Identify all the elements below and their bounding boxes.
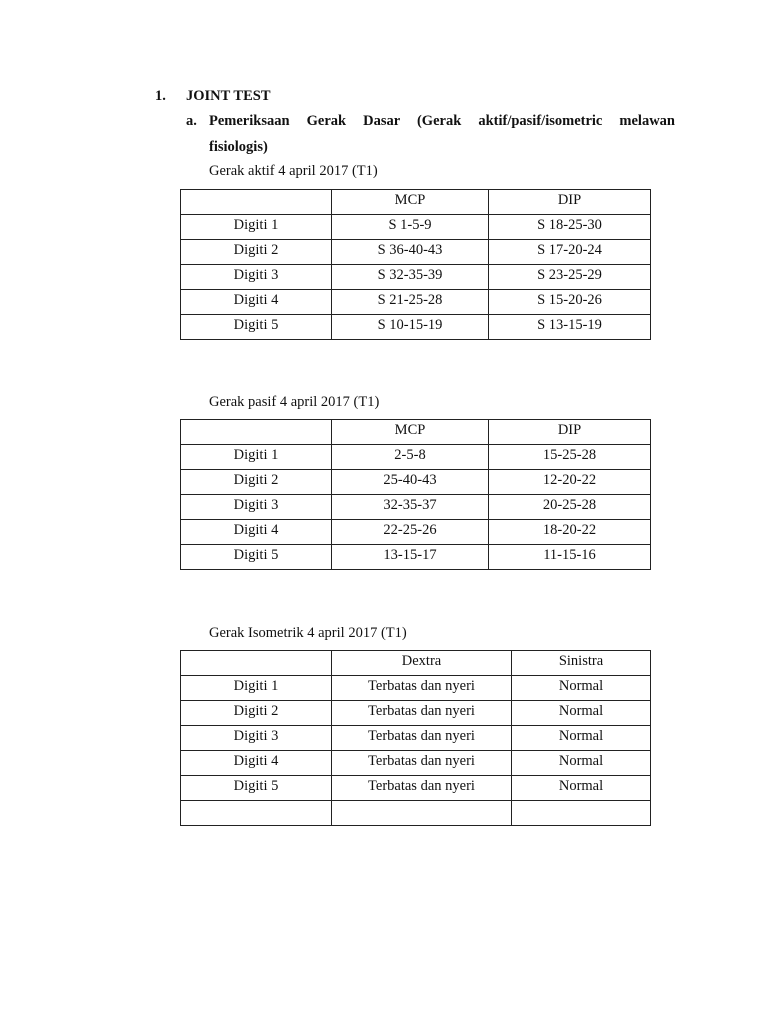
header-cell: MCP <box>332 420 489 445</box>
row-label: Digiti 2 <box>181 240 332 265</box>
table-cell: 13-15-17 <box>332 545 489 570</box>
heading-title: JOINT TEST <box>186 88 271 104</box>
table-row <box>181 445 651 470</box>
table-row <box>181 726 651 751</box>
row-label: Digiti 3 <box>181 726 332 751</box>
row-label: Digiti 4 <box>181 751 332 776</box>
table-row <box>181 470 651 495</box>
table-cell: S 18-25-30 <box>489 215 651 240</box>
table-row <box>181 215 651 240</box>
table-gerak-pasif <box>180 419 651 570</box>
header-cell: Sinistra <box>512 651 651 676</box>
table-cell: Terbatas dan nyeri <box>332 701 512 726</box>
header-cell <box>181 420 332 445</box>
table-cell: S 21-25-28 <box>332 290 489 315</box>
row-label: Digiti 2 <box>181 701 332 726</box>
table-cell: Terbatas dan nyeri <box>332 776 512 801</box>
header-cell: DIP <box>489 420 651 445</box>
table-cell <box>512 801 651 826</box>
row-label: Digiti 5 <box>181 315 332 340</box>
table-cell: S 10-15-19 <box>332 315 489 340</box>
table-row <box>181 290 651 315</box>
table-cell: Terbatas dan nyeri <box>332 751 512 776</box>
table-cell: S 13-15-19 <box>489 315 651 340</box>
header-cell <box>181 651 332 676</box>
header-cell: Dextra <box>332 651 512 676</box>
table-header-row <box>181 190 651 215</box>
table-row <box>181 495 651 520</box>
table-row <box>181 265 651 290</box>
header-cell: DIP <box>489 190 651 215</box>
table-cell: Normal <box>512 751 651 776</box>
table-cell: Terbatas dan nyeri <box>332 726 512 751</box>
table-cell: Normal <box>512 726 651 751</box>
subheading-line-1: Pemeriksaan Gerak Dasar (Gerak aktif/pasif/isometric melawan <box>209 113 675 129</box>
table-header-row <box>181 420 651 445</box>
table-gerak-aktif <box>180 189 651 340</box>
row-label: Digiti 5 <box>181 776 332 801</box>
row-label: Digiti 3 <box>181 495 332 520</box>
table-cell: Normal <box>512 701 651 726</box>
header-cell <box>181 190 332 215</box>
table-row <box>181 701 651 726</box>
section-title-aktif: Gerak aktif 4 april 2017 (T1) <box>209 163 378 179</box>
table-cell: 2-5-8 <box>332 445 489 470</box>
row-label: Digiti 1 <box>181 215 332 240</box>
table-row <box>181 315 651 340</box>
table-cell: S 36-40-43 <box>332 240 489 265</box>
table-cell: 15-25-28 <box>489 445 651 470</box>
table-header-row <box>181 651 651 676</box>
table-cell: 32-35-37 <box>332 495 489 520</box>
table-row <box>181 240 651 265</box>
table-cell: 12-20-22 <box>489 470 651 495</box>
row-label: Digiti 1 <box>181 676 332 701</box>
table-cell: Normal <box>512 776 651 801</box>
section-title-pasif: Gerak pasif 4 april 2017 (T1) <box>209 394 380 410</box>
subheading-line-2: fisiologis) <box>209 139 268 155</box>
table-cell: 20-25-28 <box>489 495 651 520</box>
table-cell: 22-25-26 <box>332 520 489 545</box>
table-cell: 11-15-16 <box>489 545 651 570</box>
table-cell: S 15-20-26 <box>489 290 651 315</box>
table-cell: S 17-20-24 <box>489 240 651 265</box>
table-cell: S 23-25-29 <box>489 265 651 290</box>
row-label <box>181 801 332 826</box>
table-row <box>181 520 651 545</box>
table-row <box>181 751 651 776</box>
table-cell: Normal <box>512 676 651 701</box>
table-row <box>181 545 651 570</box>
table-row-empty <box>181 801 651 826</box>
row-label: Digiti 3 <box>181 265 332 290</box>
table-cell: S 1-5-9 <box>332 215 489 240</box>
table-gerak-isometrik <box>180 650 651 826</box>
subheading-letter: a. <box>186 113 197 129</box>
table-row <box>181 676 651 701</box>
row-label: Digiti 5 <box>181 545 332 570</box>
table-cell <box>332 801 512 826</box>
section-title-isometrik: Gerak Isometrik 4 april 2017 (T1) <box>209 625 407 641</box>
table-cell: Terbatas dan nyeri <box>332 676 512 701</box>
heading-number: 1. <box>155 88 166 104</box>
row-label: Digiti 1 <box>181 445 332 470</box>
row-label: Digiti 2 <box>181 470 332 495</box>
table-cell: S 32-35-39 <box>332 265 489 290</box>
table-cell: 18-20-22 <box>489 520 651 545</box>
row-label: Digiti 4 <box>181 520 332 545</box>
table-cell: 25-40-43 <box>332 470 489 495</box>
row-label: Digiti 4 <box>181 290 332 315</box>
header-cell: MCP <box>332 190 489 215</box>
table-row <box>181 776 651 801</box>
